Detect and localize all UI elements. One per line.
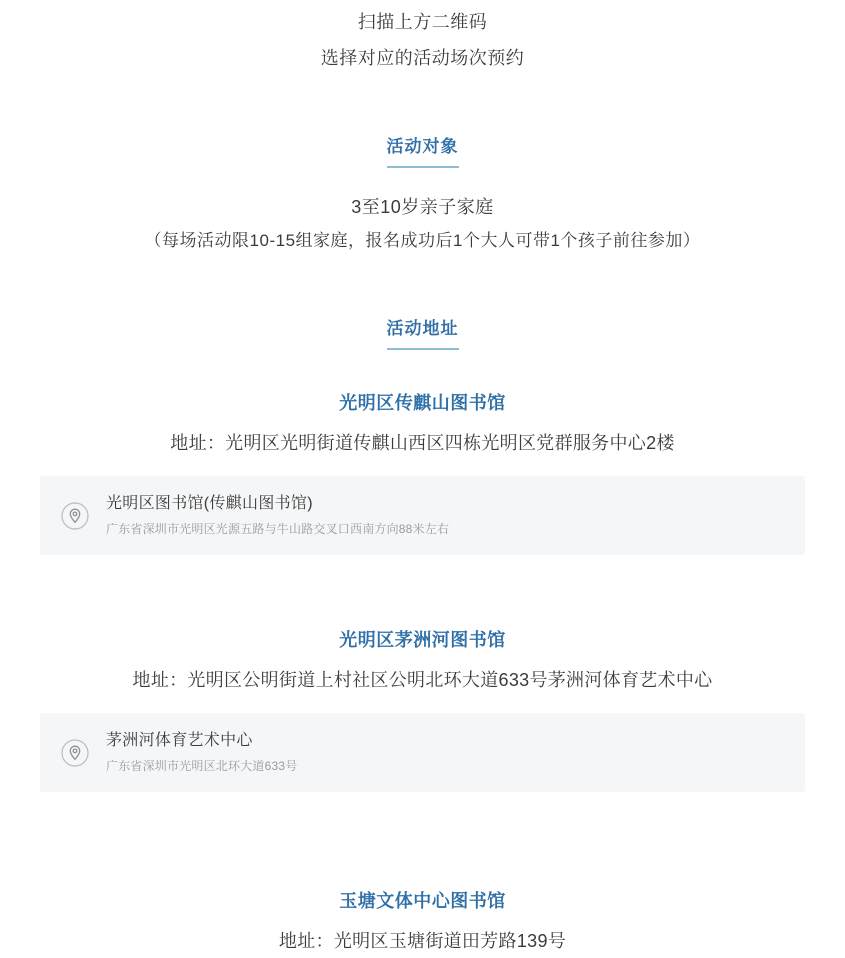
intro-block	[40, 0, 805, 76]
spacer	[40, 350, 805, 388]
venue-name: 光明区茅洲河图书馆	[339, 630, 506, 650]
venue-address: 地址：光明区公明街道上村社区公明北环大道633号茅洲河体育艺术中心	[132, 670, 713, 690]
intro-line-1: 扫描上方二维码	[357, 12, 488, 32]
venue-map-subtitle: 广东省深圳市光明区北环大道633号	[106, 759, 298, 773]
intro-line-2: 选择对应的活动场次预约	[320, 48, 525, 68]
location-heading	[40, 314, 805, 350]
venue-map-card[interactable]	[40, 476, 805, 555]
location-title: 活动地址	[387, 314, 459, 350]
venue-map-title: 茅洲河体育艺术中心	[106, 732, 253, 749]
audience-main-text: 3至10岁亲子家庭	[351, 197, 494, 217]
audience-title: 活动对象	[387, 132, 459, 168]
venue-item	[40, 625, 805, 792]
map-pin-icon	[58, 499, 92, 533]
spacer	[40, 258, 805, 314]
spacer	[40, 168, 805, 190]
spacer	[40, 848, 805, 886]
venue-map-text	[106, 492, 787, 539]
map-pin-icon	[58, 736, 92, 770]
spacer	[40, 792, 805, 848]
venue-item	[40, 886, 805, 958]
venue-name: 玉塘文体中心图书馆	[339, 891, 506, 911]
venue-map-text	[106, 729, 787, 776]
venue-map-title: 光明区图书馆(传麒山图书馆)	[106, 495, 313, 512]
audience-note-text: （每场活动限10-15组家庭，报名成功后1个大人可带1个孩子前往参加）	[144, 231, 701, 250]
venue-map-card[interactable]	[40, 713, 805, 792]
location-section	[40, 314, 805, 958]
venue-address: 地址：光明区光明街道传麒山西区四栋光明区党群服务中心2楼	[170, 433, 675, 453]
spacer	[40, 555, 805, 611]
audience-heading	[40, 132, 805, 168]
spacer	[40, 76, 805, 132]
venue-item	[40, 388, 805, 555]
venue-name: 光明区传麒山图书馆	[339, 393, 506, 413]
audience-section	[40, 132, 805, 258]
venue-map-subtitle: 广东省深圳市光明区光源五路与牛山路交叉口西南方向88米左右	[106, 522, 450, 536]
spacer	[40, 611, 805, 625]
venue-address: 地址：光明区玉塘街道田芳路139号	[278, 931, 567, 951]
